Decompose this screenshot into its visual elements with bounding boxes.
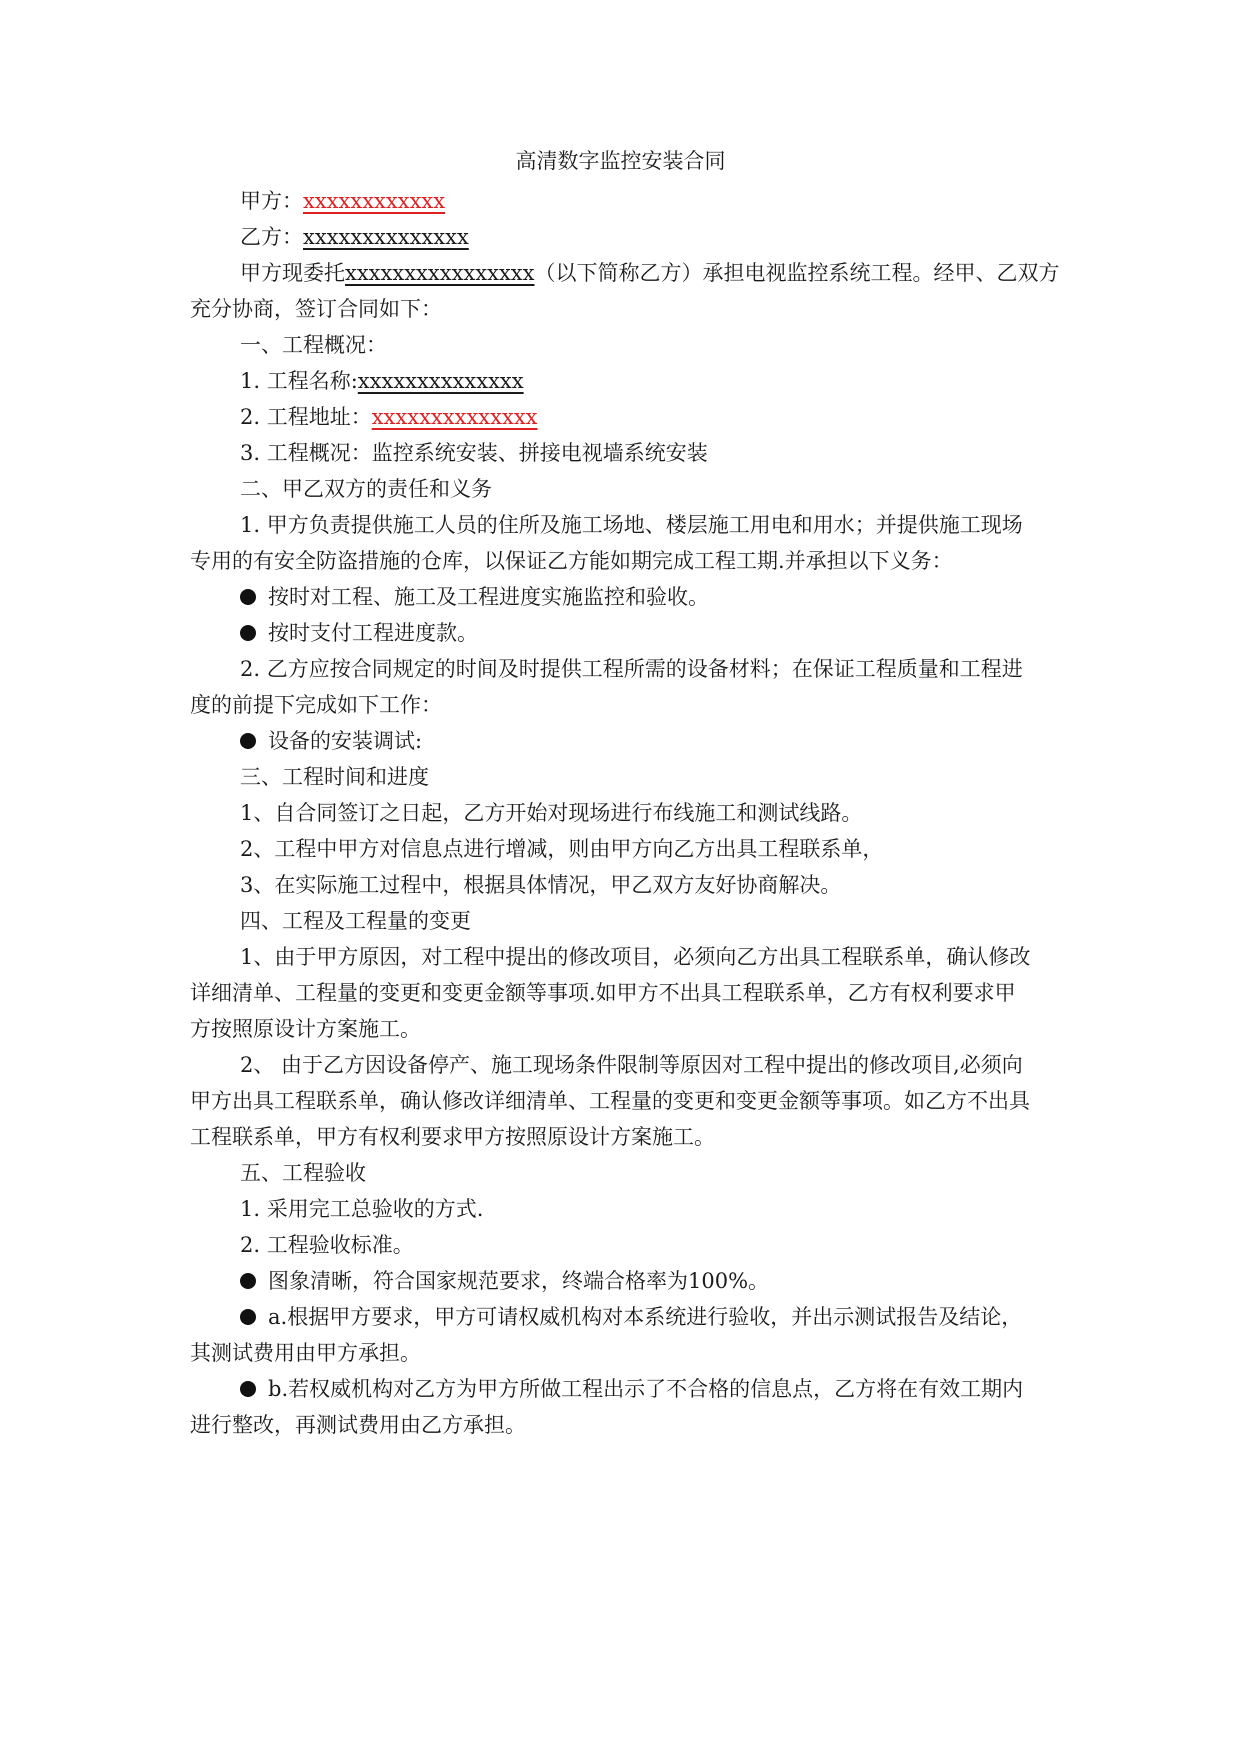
s4-paragraph-2-line-3: 工程联系单，甲方有权利要求甲方按照原设计方案施工。	[190, 1125, 715, 1149]
s3-item-2: 2、工程中甲方对信息点进行增减，则由甲方向乙方出具工程联系单，	[240, 837, 884, 861]
bullet-icon	[240, 733, 256, 749]
bullet-text: 图象清晰，符合国家规范要求，终端合格率为100%。	[268, 1269, 770, 1293]
project-address-value: xxxxxxxxxxxxxx	[371, 405, 538, 429]
s5-bullet-2	[240, 1302, 1110, 1332]
party-a-value: xxxxxxxxxxxx	[303, 189, 446, 213]
project-overview-line: 3. 工程概况：监控系统安装、拼接电视墙系统安装	[240, 441, 708, 465]
section-2-heading: 二、甲乙双方的责任和义务	[240, 477, 492, 501]
s5-bullet-2-cont: 其测试费用由甲方承担。	[190, 1341, 421, 1365]
contractor-name: xxxxxxxxxxxxxxxx	[345, 261, 535, 285]
bullet-text: a.根据甲方要求，甲方可请权威机构对本系统进行验收，并出示测试报告及结论，	[268, 1305, 1023, 1329]
s3-item-3: 3、在实际施工过程中，根据具体情况，甲乙双方友好协商解决。	[240, 873, 842, 897]
s2-bullet-3	[240, 726, 1110, 756]
s5-item-2: 2. 工程验收标准。	[240, 1233, 414, 1257]
project-address-line	[240, 402, 1060, 432]
section-4-heading: 四、工程及工程量的变更	[240, 909, 471, 933]
project-name-label: 1. 工程名称:	[240, 369, 358, 393]
bullet-text: b.若权威机构对乙方为甲方所做工程出示了不合格的信息点，乙方将在有效工期内	[268, 1377, 1024, 1401]
intro-line-1	[240, 258, 1060, 288]
document-title: 高清数字监控安装合同	[515, 149, 726, 173]
s2-paragraph-2-line-1: 2. 乙方应按合同规定的时间及时提供工程所需的设备材料；在保证工程质量和工程进	[240, 657, 1023, 681]
s2-bullet-2	[240, 618, 1110, 648]
section-1-heading: 一、工程概况：	[240, 333, 387, 357]
project-name-line	[240, 366, 1060, 396]
s4-paragraph-2-line-2: 甲方出具工程联系单，确认修改详细清单、工程量的变更和变更金额等事项。如乙方不出具	[190, 1089, 1030, 1113]
s4-paragraph-1-line-3: 方按照原设计方案施工。	[190, 1017, 421, 1041]
project-name-value: xxxxxxxxxxxxxx	[357, 369, 524, 393]
party-b-label: 乙方：	[240, 225, 303, 249]
s2-paragraph-1-line-2: 专用的有安全防盗措施的仓库，以保证乙方能如期完成工程工期.并承担以下义务：	[190, 549, 953, 573]
s4-paragraph-1-line-1: 1、由于甲方原因，对工程中提出的修改项目，必须向乙方出具工程联系单，确认修改	[240, 945, 1031, 969]
project-address-label: 2. 工程地址：	[240, 405, 372, 429]
s5-bullet-3	[240, 1374, 1110, 1404]
s2-bullet-1	[240, 582, 1110, 612]
s5-item-1: 1. 采用完工总验收的方式.	[240, 1197, 484, 1221]
bullet-icon	[240, 1273, 256, 1289]
s2-paragraph-2-line-2: 度的前提下完成如下工作：	[190, 693, 442, 717]
intro-line-2: 充分协商，签订合同如下：	[190, 297, 442, 321]
intro-text: 甲方现委托	[240, 261, 345, 285]
bullet-icon	[240, 589, 256, 605]
s5-bullet-3-cont: 进行整改，再测试费用由乙方承担。	[190, 1413, 526, 1437]
bullet-icon	[240, 1381, 256, 1397]
intro-text-cont: （以下简称乙方）承担电视监控系统工程。经甲、乙双方	[534, 261, 1060, 285]
bullet-text: 按时支付工程进度款。	[268, 621, 478, 645]
bullet-text: 设备的安装调试:	[268, 729, 423, 753]
party-a-line	[240, 186, 1060, 216]
s4-paragraph-1-line-2: 详细清单、工程量的变更和变更金额等事项.如甲方不出具工程联系单，乙方有权利要求甲	[190, 981, 1016, 1005]
bullet-text: 按时对工程、施工及工程进度实施监控和验收。	[268, 585, 709, 609]
party-a-label: 甲方：	[240, 189, 303, 213]
s2-paragraph-1-line-1: 1. 甲方负责提供施工人员的住所及施工场地、楼层施工用电和用水；并提供施工现场	[240, 513, 1023, 537]
party-b-line	[240, 222, 1060, 252]
bullet-icon	[240, 1309, 256, 1325]
party-b-value: xxxxxxxxxxxxxx	[303, 225, 469, 249]
s3-item-1: 1、自合同签订之日起，乙方开始对现场进行布线施工和测试线路。	[240, 801, 863, 825]
section-3-heading: 三、工程时间和进度	[240, 765, 429, 789]
section-5-heading: 五、工程验收	[240, 1161, 366, 1185]
bullet-icon	[240, 625, 256, 641]
s4-paragraph-2-line-1: 2、 由于乙方因设备停产、施工现场条件限制等原因对工程中提出的修改项目,必须向	[240, 1053, 1023, 1077]
s5-bullet-1	[240, 1266, 1110, 1296]
